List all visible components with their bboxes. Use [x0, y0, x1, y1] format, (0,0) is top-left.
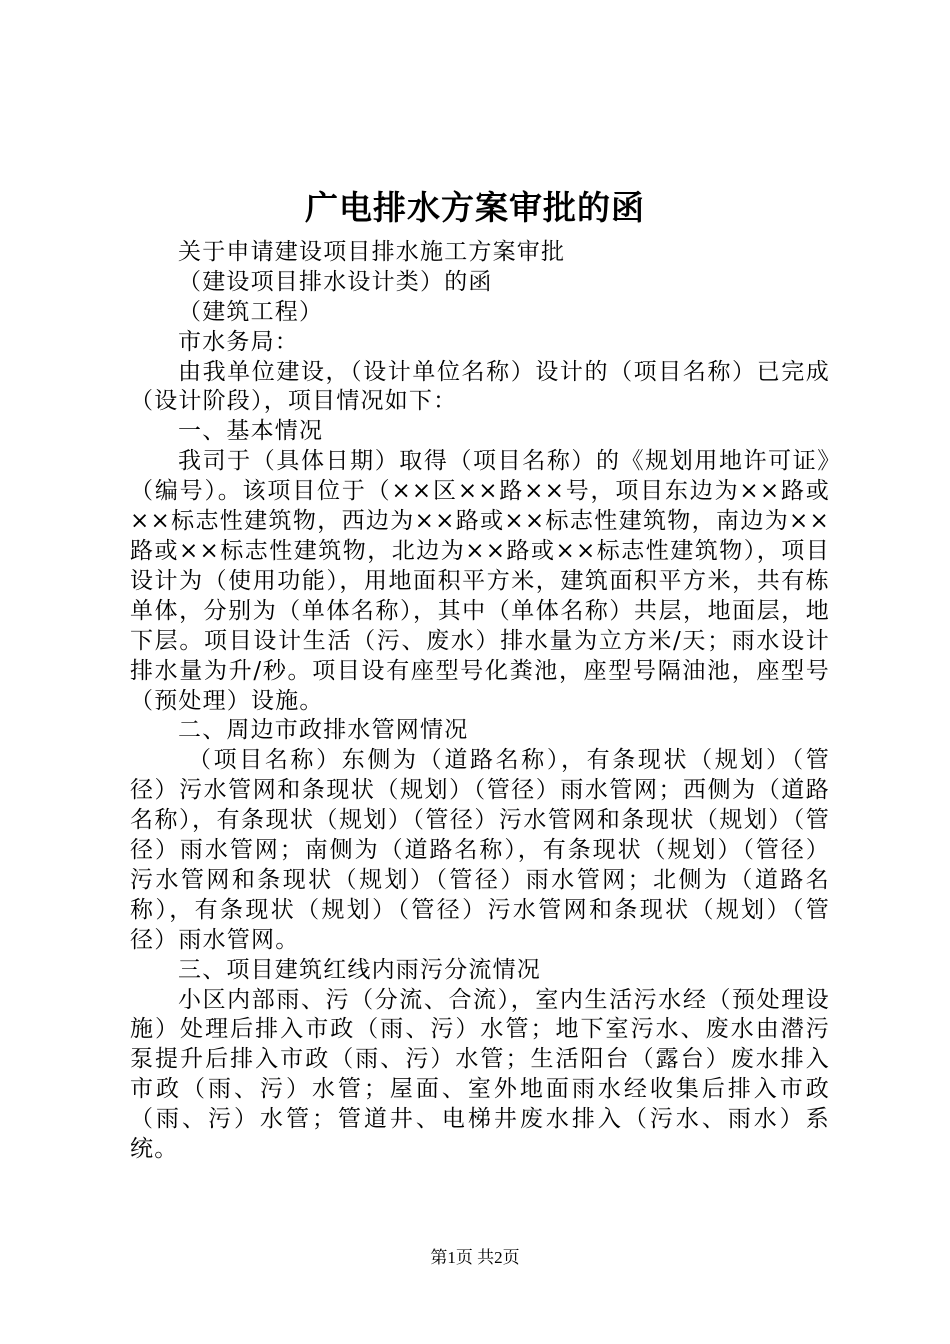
- section-body: 我司于（具体日期）取得（项目名称）的《规划用地许可证》（编号）。该项目位于（××区××路××号，项目东边为××路或××标志性建筑物，西边为××路或××标志性建筑物，南边为××路或××标志性建筑物，北边为××路或××标志性建筑物），项目设计为（使用功能），用地面积平方米，建筑面积平方米，共有栋单体，分别为（单体名称），其中（单体名称）共层，地面层，地下层。项目设计生活（污、废水）排水量为立方米/天；雨水设计排水量为升/秒。项目设有座型号化粪池，座型号隔油池，座型号（预处理）设施。: [130, 448, 830, 714]
- section-heading: 三、项目建筑红线内雨污分流情况: [178, 956, 541, 983]
- section-heading: 二、周边市政排水管网情况: [178, 717, 469, 744]
- subject-line: （建设项目排水设计类）的函: [178, 268, 493, 295]
- section-body: （项目名称）东侧为（道路名称），有条现状（规划）（管径）污水管网和条现状（规划）（管径）雨水管网；西侧为（道路名称），有条现状（规划）（管径）污水管网和条现状（规划）（管径）雨水管网；南侧为（道路名称），有条现状（规划）（管径）污水管网和条现状（规划）（管径）雨水管网；北侧为（道路名称），有条现状（规划）（管径）污水管网和条现状（规划）（管径）雨水管网。: [130, 747, 830, 953]
- section-body: 小区内部雨、污（分流、合流），室内生活污水经（预处理设施）处理后排入市政（雨、污）水管；地下室污水、废水由潜污泵提升后排入市政（雨、污）水管；生活阳台（露台）废水排入市政（雨、污）水管；屋面、室外地面雨水经收集后排入市政（雨、污）水管；管道井、电梯井废水排入（污水、雨水）系统。: [130, 986, 830, 1163]
- document-body: [130, 238, 830, 1165]
- subject-line: 关于申请建设项目排水施工方案审批: [178, 239, 566, 265]
- intro-paragraph: 由我单位建设，（设计单位名称）设计的（项目名称）已完成（设计阶段），项目情况如下：: [130, 358, 830, 415]
- section-heading: 一、基本情况: [178, 418, 324, 445]
- subject-line: （建筑工程）: [178, 298, 324, 325]
- recipient-line: 市水务局：: [178, 328, 299, 355]
- page-number: 第1页 共2页: [430, 1248, 520, 1267]
- document-title: 广电排水方案审批的函: [305, 188, 645, 227]
